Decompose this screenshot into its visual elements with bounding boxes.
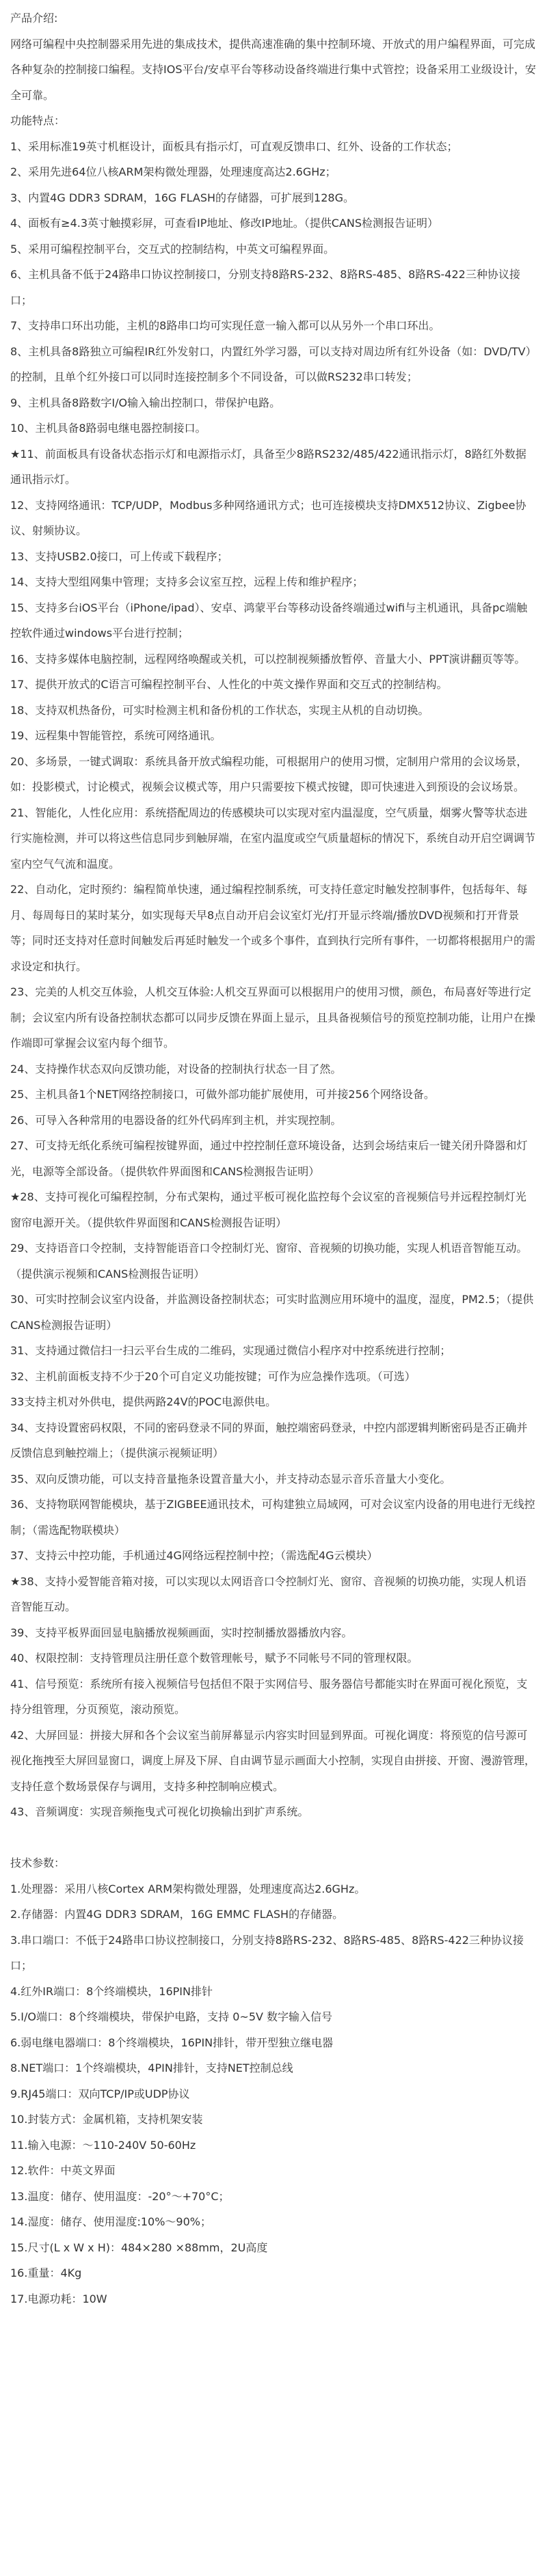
section-spacer bbox=[10, 1825, 537, 1851]
spec-item: 3.串口端口：不低于24路串口协议控制接口，分别支持8路RS-232、8路RS-485、8路RS-422三种协议接口； bbox=[10, 1933, 524, 1972]
feature-item: 16、支持多媒体电脑控制，远程网络唤醒或关机，可以控制视频播放暂停、音量大小、PPT演讲翻页等等。 bbox=[10, 652, 526, 666]
feature-item: 29、支持语音口令控制，支持智能语音口令控制灯光、窗帘、音视频的切换功能，实现人机语音智能互动。（提供演示视频和CANS检测报告证明） bbox=[10, 1242, 528, 1280]
spec-item: 2.存储器：内置4G DDR3 SDRAM，16G EMMC FLASH的存储器。 bbox=[10, 1908, 344, 1921]
spec-item: 1.处理器：采用八核Cortex ARM架构微处理器，处理速度高达2.6GHz。 bbox=[10, 1882, 366, 1895]
feature-item: 2、采用先进64位八核ARM架构微处理器，处理速度高达2.6GHz； bbox=[10, 165, 336, 178]
specs-list bbox=[10, 1876, 537, 2312]
spec-item: 17.电源功耗：10W bbox=[10, 2292, 107, 2305]
feature-item: ★28、支持可视化可编程控制，分布式架构，通过平板可视化监控每个会议室的音视频信号并远程控制灯光窗帘电源开关。（提供软件界面图和CANS检测报告证明） bbox=[10, 1190, 526, 1229]
feature-item: 6、主机具备不低于24路串口协议控制接口，分别支持8路RS-232、8路RS-485、8路RS-422三种协议接口； bbox=[10, 268, 520, 307]
spec-item: 8.NET端口：1个终端模块，4PIN排针，支持NET控制总线 bbox=[10, 2061, 293, 2074]
spec-item: 5.I/O端口：8个终端模块，带保护电路，支持 0~5V 数字输入信号 bbox=[10, 2010, 333, 2023]
feature-item: 27、可支持无纸化系统可编程按键界面，通过中控控制任意环境设备，达到会场结束后一键关闭升降器和灯光，电源等全部设备。（提供软件界面图和CANS检测报告证明） bbox=[10, 1139, 528, 1178]
feature-item: 19、远程集中智能管控，系统可网络通讯。 bbox=[10, 729, 222, 742]
spec-item: 14.湿度：储存、使用湿度:10%～90%； bbox=[10, 2215, 211, 2228]
intro-text: 网络可编程中央控制器采用先进的集成技术，提供高速准确的集中控制环境、开放式的用户编程界面，可完成各种复杂的控制接口编程。支持IOS平台/安卓平台等移动设备终端进行集中式管控；设备采用工业级设计，安全可靠。 bbox=[10, 37, 536, 102]
feature-item: 40、权限控制：支持管理员注册任意个数管理帐号，赋予不同帐号不同的管理权限。 bbox=[10, 1652, 418, 1664]
feature-item: 21、智能化，人性化应用：系统搭配周边的传感模块可以实现对室内温湿度，空气质量，烟雾火警等状态进行实施检测，并可以将这些信息同步到触屏端，在室内温度或空气质量超标的情况下，系统自动开启空调调节室内空气气流和温度。 bbox=[10, 806, 536, 871]
feature-item: 30、可实时控制会议室内设备，并监测设备控制状态；可实时监测应用环境中的温度，湿度，PM2.5；（提供CANS检测报告证明） bbox=[10, 1293, 534, 1332]
spec-item: 13.温度：储存、使用温度：-20°～+70°C； bbox=[10, 2189, 230, 2203]
feature-item: 23、完美的人机交互体验，人机交互体验:人机交互界面可以根据用户的使用习惯，颜色，布局喜好等进行定制；会议室内所有设备控制状态都可以同步反馈在界面上显示，且具备视频信号的预览控制功能，让用户在操作端即可掌握会议室内每个细节。 bbox=[10, 985, 536, 1050]
feature-item: 3、内置4G DDR3 SDRAM，16G FLASH的存储器，可扩展到128G。 bbox=[10, 191, 354, 204]
feature-item: ★38、支持小爱智能音箱对接，可以实现以太网语音口令控制灯光、窗帘、音视频的切换功能，实现人机语音智能互动。 bbox=[10, 1574, 526, 1613]
feature-item: 4、面板有≥4.3英寸触摸彩屏，可查看IP地址、修改IP地址。（提供CANS检测报告证明） bbox=[10, 217, 439, 230]
intro-title: 产品介绍: bbox=[10, 12, 58, 25]
feature-item: 36、支持物联网智能模块，基于ZIGBEE通讯技术，可构建独立局域网，可对会议室内设备的用电进行无线控制；（需选配物联模块） bbox=[10, 1498, 535, 1537]
spec-item: 10.封装方式：金属机箱，支持机架安装 bbox=[10, 2113, 203, 2126]
feature-item: 31、支持通过微信扫一扫云平台生成的二维码，实现通过微信小程序对中控系统进行控制； bbox=[10, 1344, 451, 1357]
spec-item: 9.RJ45端口：双向TCP/IP或UDP协议 bbox=[10, 2087, 190, 2100]
spec-item: 12.软件：中英文界面 bbox=[10, 2164, 116, 2177]
spec-item: 6.弱电继电器端口：8个终端模块，16PIN排针，带开型独立继电器 bbox=[10, 2036, 334, 2049]
feature-item: 10、主机具备8路弱电继电器控制接口。 bbox=[10, 422, 206, 435]
feature-item: 33支持主机对外供电，提供两路24V的POC电源供电。 bbox=[10, 1395, 277, 1408]
feature-item: 18、支持双机热备份，可实时检测主机和备份机的工作状态，实现主从机的自动切换。 bbox=[10, 703, 429, 717]
spec-item: 4.红外IR端口：8个终端模块，16PIN排针 bbox=[10, 1984, 213, 1998]
feature-item: 24、支持操作状态双向反馈功能，对设备的控制执行状态一目了然。 bbox=[10, 1062, 342, 1075]
feature-item: 12、支持网络通讯：TCP/UDP，Modbus多种网络通讯方式；也可连接模块支持DMX512协议、Zigbee协议、射频协议。 bbox=[10, 498, 526, 537]
feature-item: 41、信号预览：系统所有接入视频信号包括但不限于实网信号、服务器信号都能实时在界面可视化预览，支持分组管理，分页预览，滚动预览。 bbox=[10, 1677, 528, 1716]
feature-item: 8、主机具备8路独立可编程IR红外发射口，内置红外学习器，可以支持对周边所有红外设备（如：DVD/TV）的控制，且单个红外接口可以同时连接控制多个不同设备，可以做RS232串口转发； bbox=[10, 344, 537, 383]
feature-item: 13、支持USB2.0接口，可上传或下载程序； bbox=[10, 549, 228, 563]
feature-item: 37、支持云中控功能，手机通过4G网络远程控制中控；（需选配4G云模块） bbox=[10, 1549, 378, 1562]
spec-item: 16.重量：4Kg bbox=[10, 2266, 82, 2279]
feature-item: 32、主机前面板支持不少于20个可自定义功能按键；可作为应急操作选项。（可选） bbox=[10, 1369, 416, 1383]
specs-title: 技术参数： bbox=[10, 1856, 66, 1869]
feature-item: 42、大屏回显：拼接大屏和各个会议室当前屏幕显示内容实时回显到界面。可视化调度：将预览的信号源可视化拖拽至大屏回显窗口，调度上屏及下屏、自由调节显示画面大小控制，实现自由拼接、开窗、漫游管理，支持任意个数场景保存与调用，支持多种控制响应模式。 bbox=[10, 1728, 536, 1793]
feature-item: 43、音频调度：实现音频拖曳式可视化切换输出到扩声系统。 bbox=[10, 1805, 309, 1818]
feature-item: 1、采用标准19英寸机框设计，面板具有指示灯，可直观反馈串口、红外、设备的工作状态； bbox=[10, 139, 458, 153]
feature-item: 14、支持大型组网集中管理；支持多会议室互控，远程上传和维护程序； bbox=[10, 575, 364, 588]
feature-item: ★11、前面板具有设备状态指示灯和电源指示灯，具备至少8路RS232/485/422通讯指示灯，8路红外数据通讯指示灯。 bbox=[10, 447, 526, 486]
feature-item: 26、可导入各种常用的电器设备的红外代码库到主机，并实现控制。 bbox=[10, 1113, 342, 1127]
feature-item: 34、支持设置密码权限，不同的密码登录不同的界面，触控端密码登录，中控内部逻辑判断密码是否正确并反馈信息到触控端上；（提供演示视频证明） bbox=[10, 1421, 528, 1460]
spec-item: 15.尺寸(L x W x H)：484×280 ×88mm，2U高度 bbox=[10, 2241, 268, 2254]
feature-item: 9、主机具备8路数字I/O输入输出控制口，带保护电路。 bbox=[10, 396, 281, 409]
feature-item: 25、主机具备1个NET网络控制接口，可做外部功能扩展使用，可并接256个网络设备。 bbox=[10, 1088, 435, 1101]
feature-item: 7、支持串口环出功能，主机的8路串口均可实现任意一输入都可以从另外一个串口环出。 bbox=[10, 319, 440, 332]
feature-item: 35、双向反馈功能，可以支持音量拖条设置音量大小，并支持动态显示音乐音量大小变化。 bbox=[10, 1472, 451, 1485]
spec-item: 11.输入电源：～110-240V 50-60Hz bbox=[10, 2138, 196, 2152]
feature-item: 39、支持平板界面回显电脑播放视频画面，实时控制播放器播放内容。 bbox=[10, 1626, 353, 1639]
feature-item: 15、支持多台iOS平台（iPhone/ipad）、安卓、鸿蒙平台等移动设备终端通过wifi与主机通讯，具备pc端触控软件通过windows平台进行控制； bbox=[10, 601, 528, 640]
features-list bbox=[10, 134, 537, 1825]
feature-item: 20、多场景，一键式调取：系统具备开放式编程功能，可根据用户的使用习惯，定制用户常用的会议场景，如：投影模式，讨论模式，视频会议模式等，用户只需要按下模式按键，即可快速进入到预设的会议场景。 bbox=[10, 754, 528, 793]
features-title: 功能特点： bbox=[10, 114, 66, 127]
feature-item: 22、自动化，定时预约：编程简单快速，通过编程控制系统，可支持任意定时触发控制事件，包括每年、每月、每周每日的某时某分，如实现每天早8点自动开启会议室灯光/打开显示终端/播放DVD视频和打开背景等；同时还支持对任意时间触发后再延时触发一个或多个事件，直到执行完所有事件，一切都将根据用户的需求设定和执行。 bbox=[10, 883, 536, 973]
feature-item: 17、提供开放式的C语言可编程控制平台、人性化的中英文操作界面和交互式的控制结构。 bbox=[10, 678, 448, 691]
feature-item: 5、采用可编程控制平台，交互式的控制结构，中英文可编程界面。 bbox=[10, 242, 335, 256]
